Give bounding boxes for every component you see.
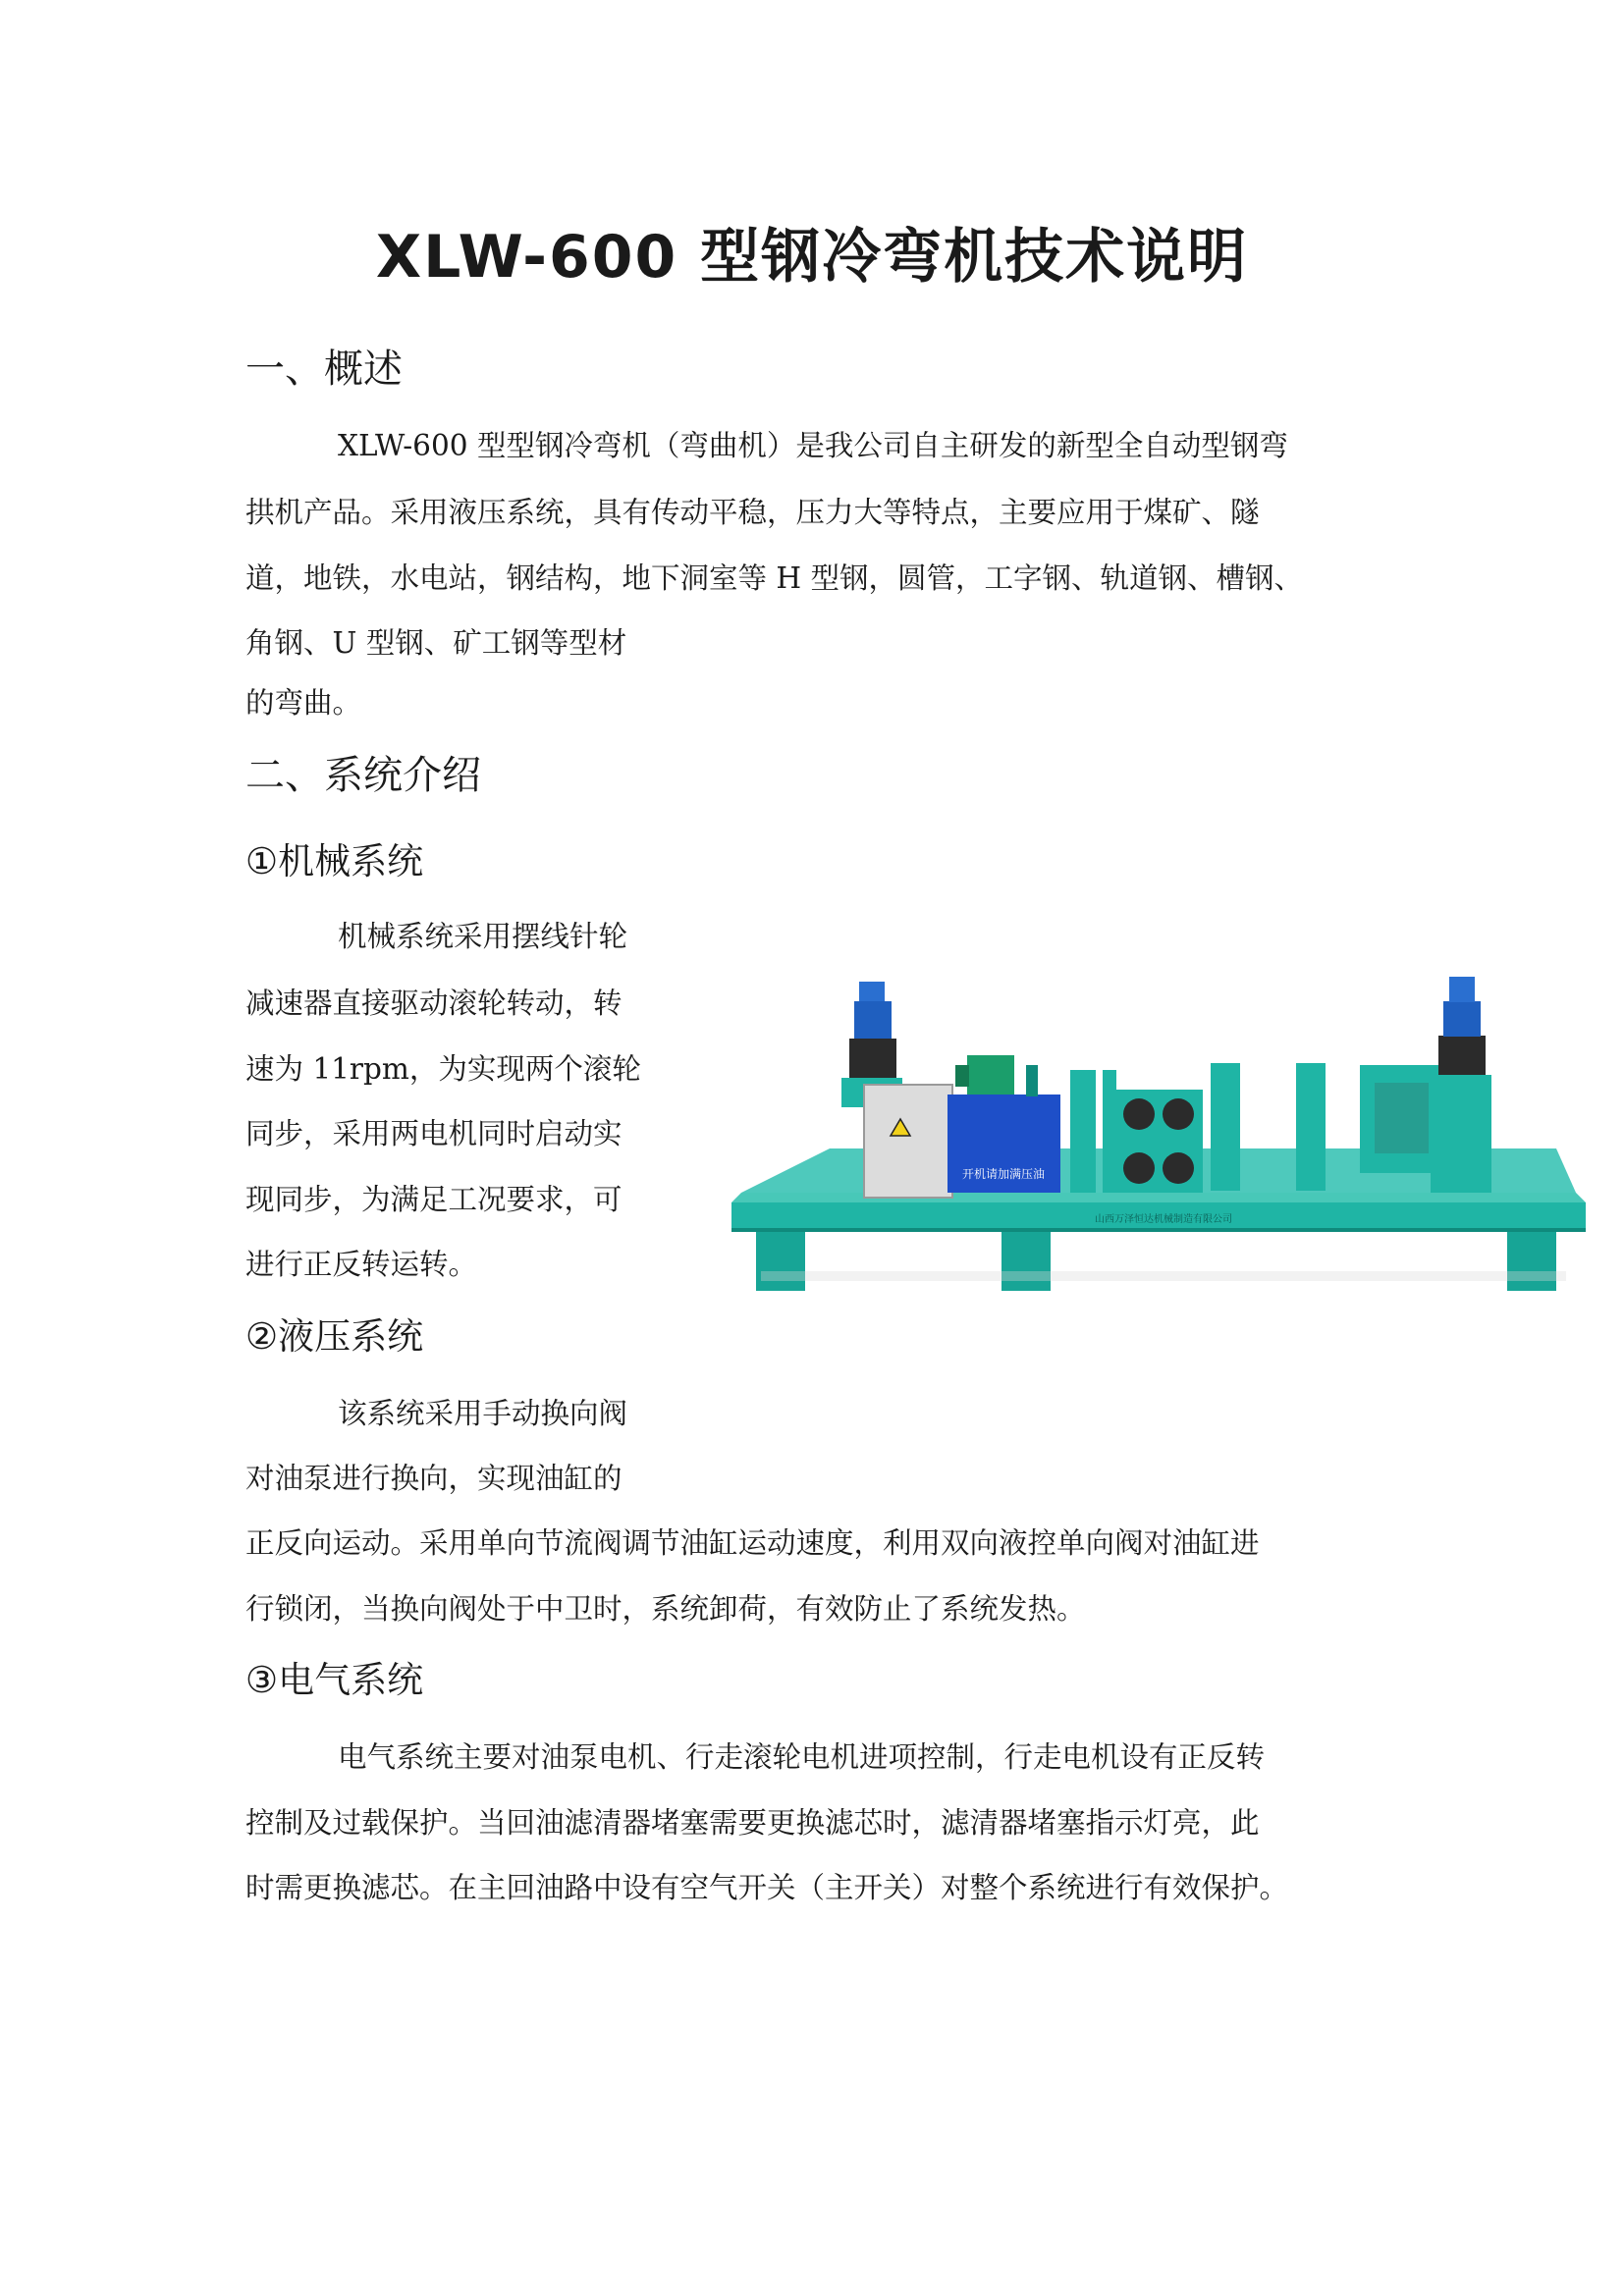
paragraph-line: 速为 11rpm，为实现两个滚轮 bbox=[245, 1052, 641, 1086]
motor bbox=[859, 982, 885, 1001]
page-title: XLW-600 型钢冷弯机技术说明 bbox=[375, 223, 1249, 292]
paragraph-line: 时需更换滤芯。在主回油路中设有空气开关（主开关）对整个系统进行有效保护。 bbox=[245, 1871, 1289, 1904]
electrical-cabinet bbox=[864, 1085, 952, 1198]
oil-tank-label: 开机请加满压油 bbox=[961, 1167, 1046, 1181]
paragraph-line: 拱机产品。采用液压系统，具有传动平稳，压力大等特点，主要应用于煤矿、隧 bbox=[245, 496, 1260, 529]
valve-stand bbox=[1070, 1070, 1096, 1193]
pump-motor bbox=[967, 1055, 1014, 1096]
machine-deck bbox=[731, 1193, 1586, 1202]
roller bbox=[1123, 1098, 1155, 1130]
paragraph-line: 进行正反转运转。 bbox=[245, 1248, 478, 1281]
roller bbox=[1163, 1098, 1194, 1130]
paragraph-line: XLW-600 型型钢冷弯机（弯曲机）是我公司自主研发的新型全自动型钢弯 bbox=[338, 429, 1288, 462]
paragraph-line: 同步，采用两电机同时启动实 bbox=[245, 1117, 623, 1150]
subsection-heading-mechanical: ①机械系统 bbox=[245, 840, 424, 882]
paragraph-line: 机械系统采用摆线针轮 bbox=[338, 920, 628, 953]
machine-nameplate: 山西万泽恒达机械制造有限公司 bbox=[1095, 1214, 1232, 1225]
subsection-heading-electrical: ③电气系统 bbox=[245, 1659, 424, 1701]
guide-post bbox=[1211, 1063, 1240, 1191]
paragraph-line: 角钢、U 型钢、矿工钢等型材 bbox=[245, 626, 627, 660]
paragraph-line: 行锁闭，当换向阀处于中卫时，系统卸荷，有效防止了系统发热。 bbox=[245, 1592, 1086, 1626]
paragraph-line: 减速器直接驱动滚轮转动，转 bbox=[245, 987, 623, 1020]
paragraph-line: 道，地铁，水电站，钢结构，地下洞室等 H 型钢，圆管，工字钢、轨道钢、槽钢、 bbox=[245, 561, 1303, 595]
paragraph-line: 现同步，为满足工况要求，可 bbox=[245, 1183, 623, 1216]
roller bbox=[1163, 1152, 1194, 1184]
paragraph-line: 控制及过载保护。当回油滤清器堵塞需要更换滤芯时，滤清器堵塞指示灯亮，此 bbox=[245, 1806, 1260, 1840]
paragraph-line: 电气系统主要对油泵电机、行走滚轮电机进项控制，行走电机设有正反转 bbox=[338, 1740, 1266, 1774]
machine-photo bbox=[731, 957, 1596, 1330]
guide-post bbox=[1296, 1063, 1326, 1191]
paragraph-line: 对油泵进行换向，实现油缸的 bbox=[245, 1462, 623, 1495]
paragraph-line: 正反向运动。采用单向节流阀调节油缸运动速度，利用双向液控单向阀对油缸进 bbox=[245, 1526, 1260, 1560]
roller bbox=[1123, 1152, 1155, 1184]
paragraph-line: 该系统采用手动换向阀 bbox=[338, 1397, 628, 1430]
motor bbox=[1443, 1001, 1481, 1037]
section-heading-system: 二、系统介绍 bbox=[245, 753, 481, 798]
section-heading-overview: 一、概述 bbox=[245, 347, 403, 392]
subsection-heading-hydraulic: ②液压系统 bbox=[245, 1315, 424, 1358]
paragraph-line: 的弯曲。 bbox=[245, 686, 362, 720]
